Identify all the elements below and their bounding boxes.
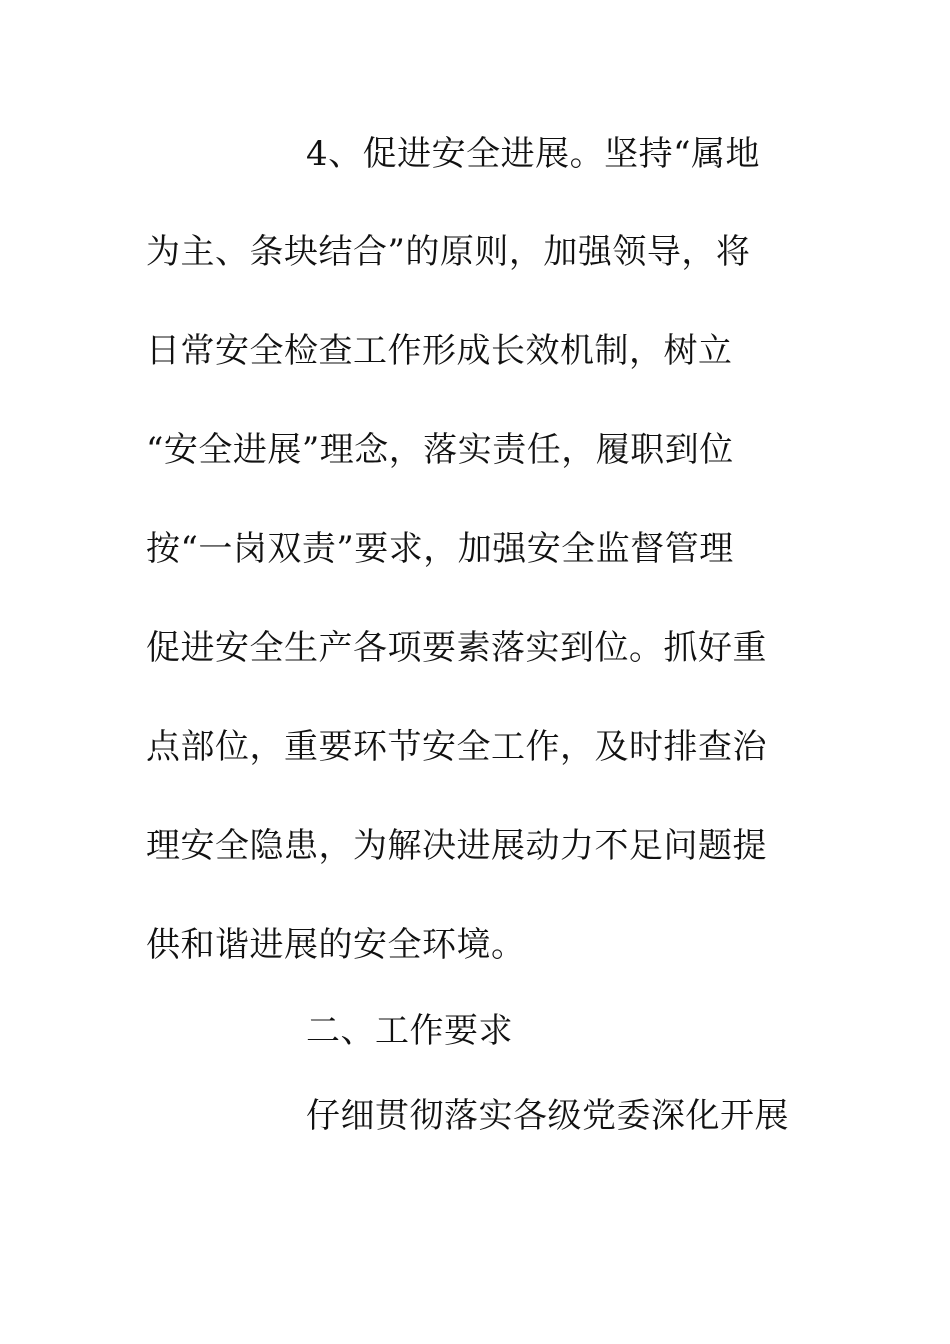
paragraph-line: 4、促进安全进展。坚持“属地	[306, 134, 761, 174]
section-heading: 二、工作要求	[306, 1011, 513, 1051]
paragraph-line-last: 供和谐进展的安全环境。	[146, 925, 526, 965]
paragraph-line: 促进安全生产各项要素落实到位。抓好重	[146, 628, 767, 668]
paragraph-line: 为主、条块结合”的原则，加强领导，将	[146, 232, 751, 272]
paragraph-line: “安全进展”理念，落实责任，履职到位	[146, 430, 734, 470]
paragraph-line: 日常安全检查工作形成长效机制，树立	[146, 331, 733, 371]
paragraph-line: 理安全隐患，为解决进展动力不足问题提	[146, 826, 767, 866]
paragraph-line: 仔细贯彻落实各级党委深化开展	[306, 1096, 789, 1136]
paragraph-line: 点部位，重要环节安全工作，及时排查治	[146, 727, 767, 767]
paragraph-line: 按“一岗双责”要求，加强安全监督管理	[146, 529, 734, 569]
